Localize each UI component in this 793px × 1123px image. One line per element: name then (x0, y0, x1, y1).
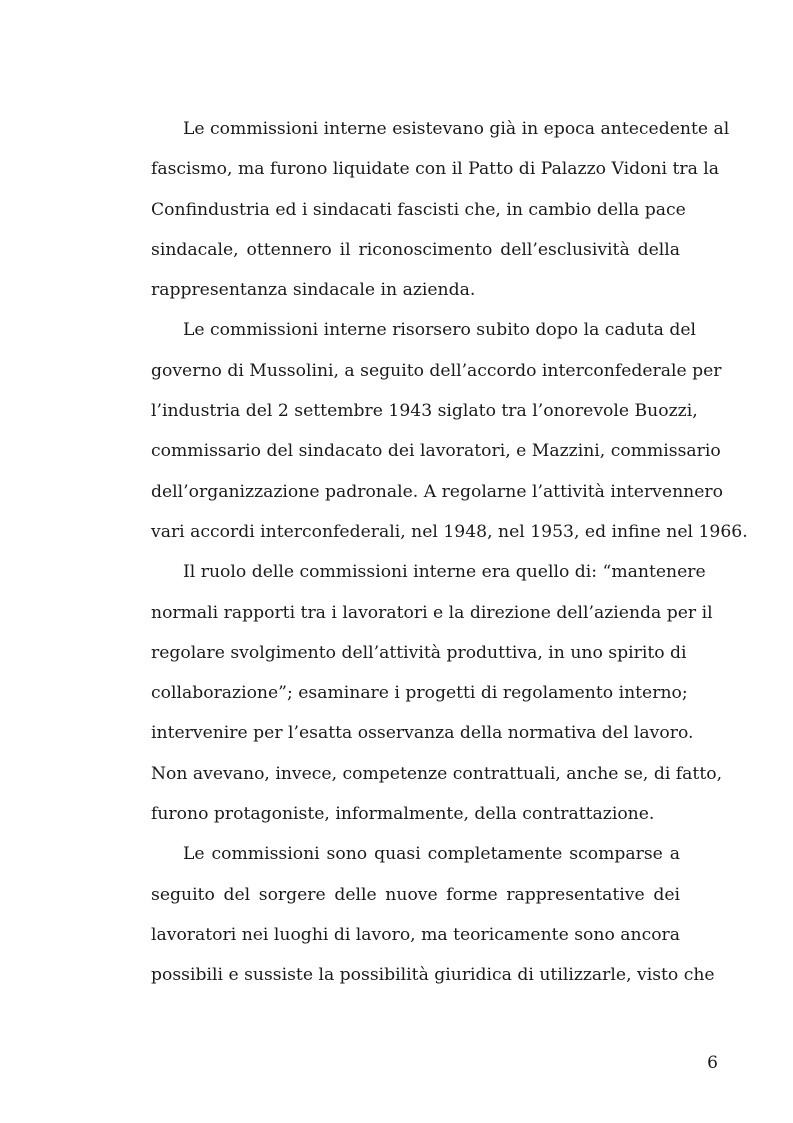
text-line: Confindustria ed i sindacati fascisti che, in cambio della pace (151, 199, 686, 220)
text-line: l’industria del 2 settembre 1943 siglato tra l’onorevole Buozzi, (151, 401, 698, 422)
text-line: rappresentanza sindacale in azienda. (151, 280, 476, 301)
text-line: lavoratori nei luoghi di lavoro, ma teoricamente sono ancora (151, 924, 681, 945)
text-line: sindacale, ottennero il riconoscimento dell’esclusività della (151, 239, 680, 260)
body-text (151, 109, 748, 996)
text-line: normali rapporti tra i lavoratori e la direzione dell’azienda per il (151, 602, 713, 623)
text-line: dell’organizzazione padronale. A regolarne l’attività intervennero (151, 481, 723, 502)
text-line: possibili e sussiste la possibilità giuridica di utilizzarle, visto che (151, 965, 715, 986)
text-line: intervenire per l’esatta osservanza della normativa del lavoro. (151, 723, 694, 744)
page-number: 6 (707, 1053, 718, 1073)
text-line: fascismo, ma furono liquidate con il Patto di Palazzo Vidoni tra la (151, 159, 720, 180)
text-line: Le commissioni sono quasi completamente scomparse a (183, 844, 680, 865)
text-line: vari accordi interconfederali, nel 1948, nel 1953, ed infine nel 1966. (151, 521, 748, 542)
text-line: Non avevano, invece, competenze contrattuali, anche se, di fatto, (151, 763, 723, 784)
text-line: regolare svolgimento dell’attività produttiva, in uno spirito di (151, 642, 687, 663)
text-line: governo di Mussolini, a seguito dell’accordo interconfederale per (151, 360, 722, 381)
text-line: Le commissioni interne risorsero subito dopo la caduta del (183, 320, 697, 341)
text-line: collaborazione”; esaminare i progetti di regolamento interno; (151, 683, 688, 704)
text-line: Le commissioni interne esistevano già in epoca antecedente al (183, 119, 730, 139)
text-line: Il ruolo delle commissioni interne era quello di: “mantenere (183, 562, 706, 583)
text-line: commissario del sindacato dei lavoratori, e Mazzini, commissario (151, 441, 721, 462)
text-line: seguito del sorgere delle nuove forme rappresentative dei (151, 884, 680, 905)
text-line: furono protagoniste, informalmente, della contrattazione. (151, 804, 655, 825)
